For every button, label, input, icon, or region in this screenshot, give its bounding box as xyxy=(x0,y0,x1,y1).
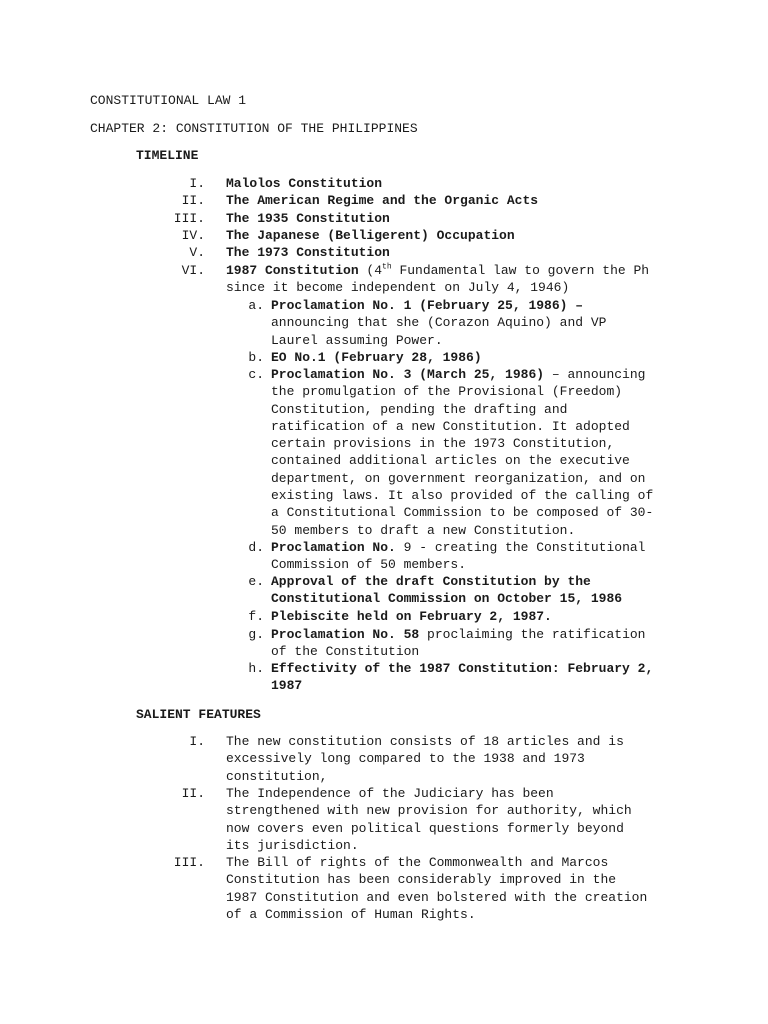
sub-item-title: Proclamation No. 1 (February 25, 1986) – xyxy=(271,298,584,313)
list-number: II. xyxy=(181,786,205,801)
sub-item-title: EO No.1 (February 28, 1986) xyxy=(271,350,482,365)
sub-item-text: ratification of a new Constitution. It adopted xyxy=(271,418,630,434)
list-letter: f. xyxy=(248,609,264,624)
feature-text: its jurisdiction. xyxy=(226,837,359,853)
feature-text: strengthened with new provision for authority, which xyxy=(226,803,632,819)
sub-item-text: contained additional articles on the executive xyxy=(271,453,630,469)
list-number: II. xyxy=(181,193,205,208)
sub-item-text: Laurel assuming Power. xyxy=(271,332,443,348)
list-number: I. xyxy=(189,176,205,191)
sub-item-text: Commission of 50 members. xyxy=(271,557,467,573)
sub-item-title: Proclamation No. 3 (March 25, 1986) xyxy=(271,367,545,382)
list-number: V. xyxy=(189,245,205,260)
timeline-item: Malolos Constitution xyxy=(226,176,383,191)
timeline-item xyxy=(226,262,649,279)
feature-item xyxy=(226,785,632,854)
sub-item-text: department, on government reorganization, and on xyxy=(271,470,646,486)
list-letter: h. xyxy=(248,661,264,676)
timeline-heading: TIMELINE xyxy=(136,148,199,163)
sub-item-text: 50 members to draft a new Constitution. xyxy=(271,522,576,538)
sub-item xyxy=(271,608,552,625)
document-title: CONSTITUTIONAL LAW 1 xyxy=(90,93,247,108)
feature-text: The Bill of rights of the Commonwealth and Marcos xyxy=(226,855,609,870)
sub-item-title: Proclamation No. 58 xyxy=(271,627,420,642)
feature-item xyxy=(226,854,647,923)
timeline-item: The Japanese (Belligerent) Occupation xyxy=(226,228,515,243)
list-number: IV. xyxy=(181,228,205,243)
sub-item-text: of the Constitution xyxy=(271,644,420,660)
sub-item-text: existing laws. It also provided of the calling of xyxy=(271,488,654,504)
sub-item-title: Plebiscite held on February 2, 1987. xyxy=(271,609,552,624)
sub-item-title: Approval of the draft Constitution by the xyxy=(271,574,591,589)
item-title: 1987 Constitution xyxy=(226,263,359,278)
sub-item-text: – announcing xyxy=(544,367,646,382)
feature-text: of a Commission of Human Rights. xyxy=(226,906,476,922)
list-number: III. xyxy=(173,855,205,870)
feature-text: Constitution has been considerably improved in the xyxy=(226,872,617,888)
sub-item xyxy=(271,349,482,366)
feature-text: constitution, xyxy=(226,768,328,784)
sub-item xyxy=(271,297,606,349)
sub-item xyxy=(271,626,645,661)
list-number: III. xyxy=(173,211,205,226)
list-number: VI. xyxy=(181,263,205,278)
feature-text: The new constitution consists of 18 articles and is xyxy=(226,734,624,749)
sub-item xyxy=(271,366,653,539)
list-letter: e. xyxy=(248,574,264,589)
list-letter: g. xyxy=(248,627,264,642)
timeline-item: The 1973 Constitution xyxy=(226,245,390,260)
feature-text: now covers even political questions formerly beyond xyxy=(226,820,624,836)
sub-item-text: the promulgation of the Provisional (Freedom) xyxy=(271,384,623,400)
feature-text: 1987 Constitution and even bolstered with the creation xyxy=(226,889,648,905)
list-letter: b. xyxy=(248,350,264,365)
sub-item-text: certain provisions in the 1973 Constitution, xyxy=(271,436,615,452)
sub-item-title: Proclamation No. xyxy=(271,540,396,555)
superscript: th xyxy=(382,262,392,272)
sub-item-text: proclaiming the ratification xyxy=(419,627,646,642)
timeline-item: The 1935 Constitution xyxy=(226,211,390,226)
sub-item xyxy=(271,660,653,695)
sub-item xyxy=(271,573,622,608)
item-note: Fundamental law to govern the Ph xyxy=(391,263,650,278)
list-letter: a. xyxy=(248,298,264,313)
sub-item-text: announcing that she (Corazon Aquino) and VP xyxy=(271,315,607,331)
chapter-heading: CHAPTER 2: CONSTITUTION OF THE PHILIPPINES xyxy=(90,121,418,136)
sub-item-text: 9 - creating the Constitutional xyxy=(395,540,646,555)
sub-item-title: 1987 xyxy=(271,678,303,694)
sub-item-title: Constitutional Commission on October 15, 1986 xyxy=(271,591,623,607)
list-letter: c. xyxy=(248,367,264,382)
feature-text: excessively long compared to the 1938 and 1973 xyxy=(226,751,585,767)
timeline-item: The American Regime and the Organic Acts xyxy=(226,193,539,208)
sub-item-title: Effectivity of the 1987 Constitution: February 2, xyxy=(271,661,654,676)
sub-item-text: a Constitutional Commission to be composed of 30- xyxy=(271,505,654,521)
feature-item xyxy=(226,733,624,785)
feature-text: The Independence of the Judiciary has been xyxy=(226,786,554,801)
sub-item xyxy=(271,539,645,574)
item-note: (4 xyxy=(358,263,383,278)
item-note-continued: since it become independent on July 4, 1946) xyxy=(226,280,570,295)
list-letter: d. xyxy=(248,540,264,555)
sub-item-text: Constitution, pending the drafting and xyxy=(271,401,568,417)
list-number: I. xyxy=(189,734,205,749)
salient-features-heading: SALIENT FEATURES xyxy=(136,707,261,722)
